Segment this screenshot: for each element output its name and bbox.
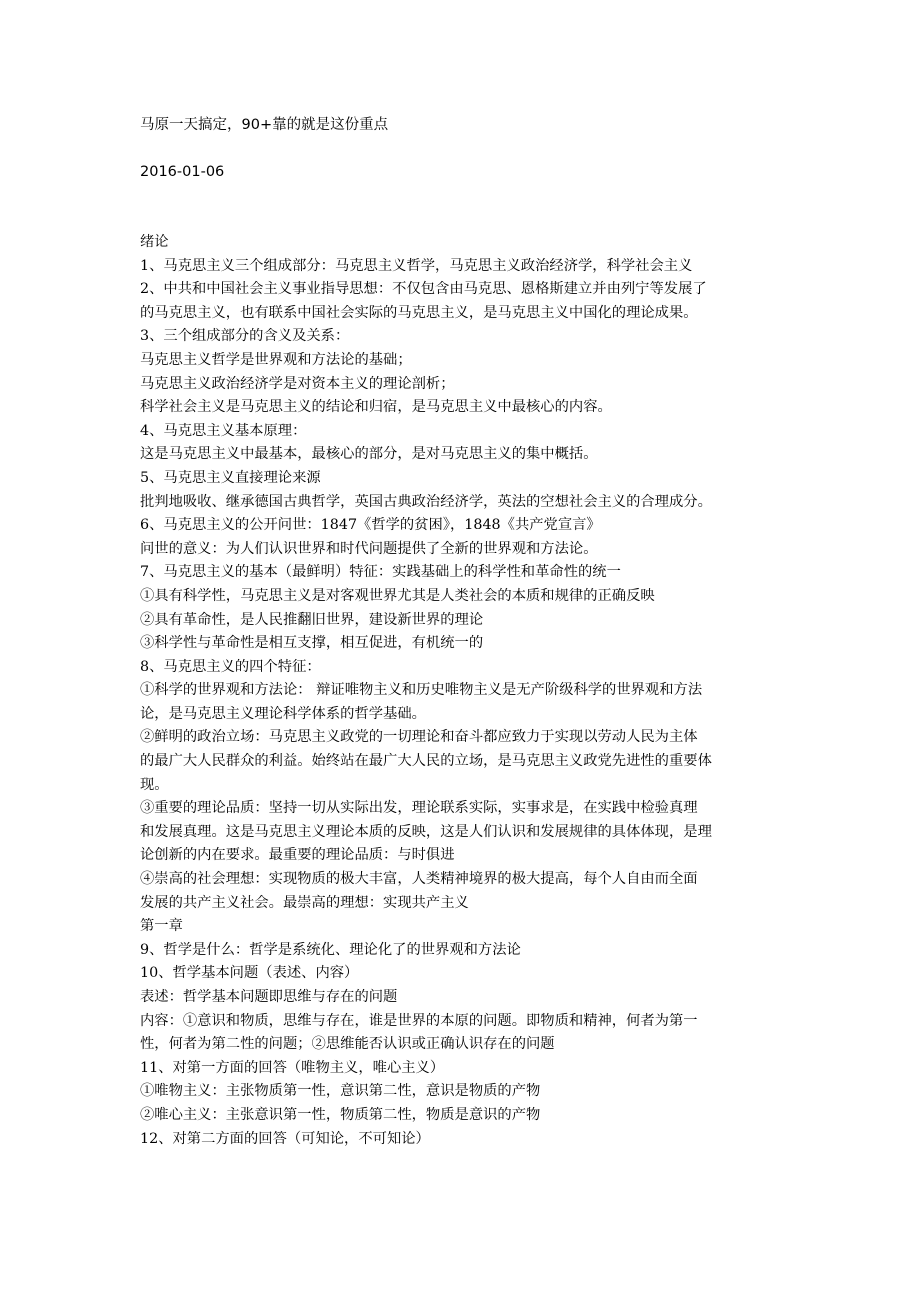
text-line: 这是马克思主义中最基本，最核心的部分，是对马克思主义的集中概括。	[140, 446, 598, 463]
text-line: 7、马克思主义的基本（最鲜明）特征：实践基础上的科学性和革命性的统一	[140, 564, 621, 581]
text-line: 现。	[140, 776, 169, 793]
text-line: 1、马克思主义三个组成部分：马克思主义哲学，马克思主义政治经济学，科学社会主义	[140, 257, 693, 274]
text-line: 和发展真理。这是马克思主义理论本质的反映，这是人们认识和发展规律的具体体现，是理	[140, 823, 712, 840]
document-title: 马原一天搞定，90+靠的就是这份重点	[140, 117, 389, 133]
text-line: 第一章	[140, 918, 183, 935]
text-line: 8、马克思主义的四个特征：	[140, 658, 321, 675]
text-line: ①唯物主义：主张物质第一性，意识第二性，意识是物质的产物	[140, 1083, 541, 1100]
text-line: 的马克思主义，也有联系中国社会实际的马克思主义，是马克思主义中国化的理论成果。	[140, 304, 698, 321]
text-line: 12、对第二方面的回答（可知论，不可知论）	[140, 1130, 430, 1147]
text-line: 9、哲学是什么：哲学是系统化、理论化了的世界观和方法论	[140, 941, 521, 958]
text-line: 3、三个组成部分的含义及关系：	[140, 328, 350, 345]
text-line: 科学社会主义是马克思主义的结论和归宿，是马克思主义中最核心的内容。	[140, 399, 612, 416]
text-line: 的最广大人民群众的利益。始终站在最广大人民的立场，是马克思主义政党先进性的重要体	[140, 753, 712, 770]
text-line: 绪论	[140, 234, 169, 250]
text-line: 表述：哲学基本问题即思维与存在的问题	[140, 989, 398, 1005]
text-line: 10、哲学基本问题（表述、内容）	[140, 965, 359, 982]
text-line: 论创新的内在要求。最重要的理论品质：与时俱进	[140, 847, 455, 864]
text-line: ①具有科学性，马克思主义是对客观世界尤其是人类社会的本质和规律的正确反映	[140, 587, 655, 604]
text-line: ④崇高的社会理想：实现物质的极大丰富，人类精神境界的极大提高，每个人自由而全面	[140, 871, 698, 888]
text-line: 内容：①意识和物质，思维与存在，谁是世界的本原的问题。即物质和精神，何者为第一	[140, 1012, 698, 1029]
text-line: ②具有革命性，是人民推翻旧世界，建设新世界的理论	[140, 611, 484, 628]
text-line: ②唯心主义：主张意识第一性，物质第二性，物质是意识的产物	[140, 1106, 541, 1123]
text-line: ③科学性与革命性是相互支撑，相互促进，有机统一的	[140, 635, 484, 652]
document-date: 2016-01-06	[140, 164, 225, 180]
text-line: 5、马克思主义直接理论来源	[140, 469, 321, 486]
text-line: 问世的意义：为人们认识世界和时代问题提供了全新的世界观和方法论。	[140, 540, 598, 557]
text-line: 性，何者为第二性的问题；②思维能否认识或正确认识存在的问题	[140, 1036, 555, 1053]
text-line: 发展的共产主义社会。最崇高的理想：实现共产主义	[140, 894, 469, 911]
text-line: ②鲜明的政治立场：马克思主义政党的一切理论和奋斗都应致力于实现以劳动人民为主体	[140, 729, 698, 746]
text-line: 2、中共和中国社会主义事业指导思想：不仅包含由马克思、恩格斯建立并由列宁等发展了	[140, 281, 707, 298]
document-body	[140, 231, 790, 1151]
text-line: ①科学的世界观和方法论： 辩证唯物主义和历史唯物主义是无产阶级科学的世界观和方法	[140, 682, 703, 699]
text-line: 6、马克思主义的公开问世：1847《哲学的贫困》，1848《共产党宣言》	[140, 517, 601, 534]
text-line: ③重要的理论品质：坚持一切从实际出发，理论联系实际，实事求是，在实践中检验真理	[140, 800, 698, 817]
text-line: 11、对第一方面的回答（唯物主义，唯心主义）	[140, 1059, 445, 1076]
text-line: 批判地吸收、继承德国古典哲学，英国古典政治经济学，英法的空想社会主义的合理成分。	[140, 493, 712, 510]
text-line: 4、马克思主义基本原理：	[140, 422, 307, 439]
text-line: 马克思主义政治经济学是对资本主义的理论剖析；	[140, 375, 455, 392]
text-line: 论，是马克思主义理论科学体系的哲学基础。	[140, 705, 426, 722]
text-line: 马克思主义哲学是世界观和方法论的基础；	[140, 351, 412, 368]
